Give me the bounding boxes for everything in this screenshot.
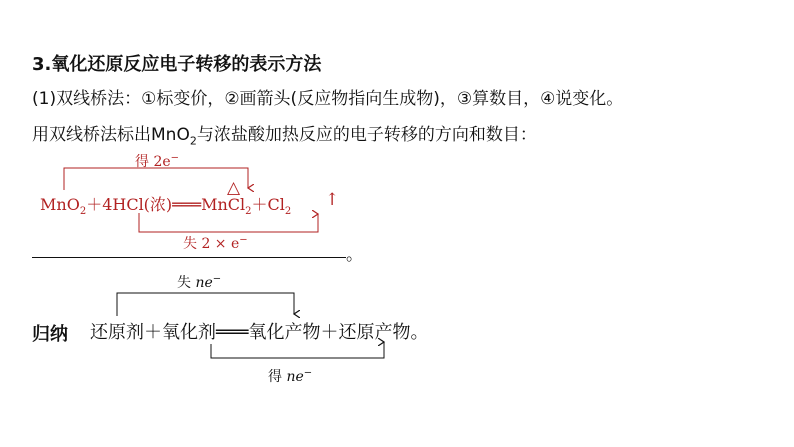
gain-bridge-arrow [64, 168, 248, 190]
gain-electrons-label: 得 2e− [135, 152, 180, 170]
summary-label: 归纳 [32, 324, 68, 345]
task-prompt-prefix: 用双线桥法标出MnO [32, 125, 190, 145]
summary-lose-arrow [117, 293, 294, 316]
answer-period: 。 [346, 245, 363, 265]
lose-electrons-label: 失 2 × e− [183, 234, 248, 252]
section-heading: 3.氧化还原反应电子转移的表示方法 [32, 54, 322, 75]
summary-equation: 还原剂＋氧化剂═══氧化产物＋还原产物。 [90, 322, 429, 343]
heat-symbol: △ [227, 178, 241, 198]
summary-gain-arrow [211, 342, 384, 358]
summary-lose-label: 失 ne− [177, 273, 222, 291]
gas-arrow: ↑ [325, 190, 340, 210]
lose-bridge-arrow [139, 213, 318, 232]
method-description: (1)双线桥法：①标变价，②画箭头(反应物指向生成物)，③算数目，④说变化。 [32, 89, 624, 109]
summary-period: 。 [410, 322, 429, 343]
task-prompt-suffix: 与浓盐酸加热反应的电子转移的方向和数目： [196, 125, 537, 145]
reaction-equation: MnO$_2$＋4HCl(浓)$═══MnCl_2+Cl_2$ [40, 195, 292, 218]
summary-gain-label: 得 ne− [268, 367, 313, 385]
task-prompt-subscript: 2 [189, 134, 197, 148]
